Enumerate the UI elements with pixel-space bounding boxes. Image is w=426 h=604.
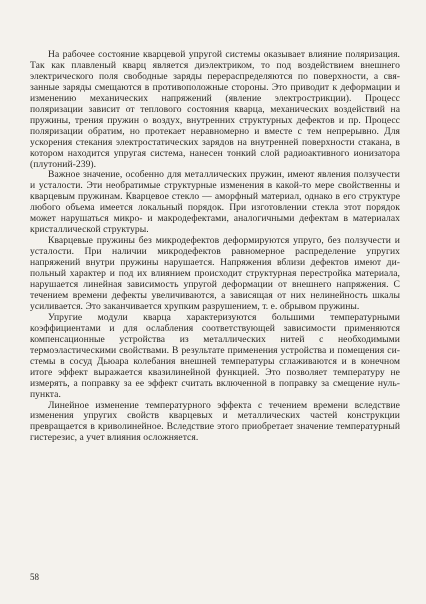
paragraph-creep-fatigue: Важное значение, особенно для металлических пружин, имеют явления ползучести и усталости. Эти необратимые структурные изменения в какой-то мере свойственны и кварцевым пружинам. Кварцевое стекло — аморфный материал, однако в его структуре любого объема имеется локальный порядок. При изготовлении стекла этот порядок может нарушаться микро- и макродефектами, аналогичными дефектам в материалах кристаллической структуры. <box>30 169 400 236</box>
paragraph-polarization: На рабочее состояние кварцевой упругой системы оказывает влияние поляризация. Так как плавленый кварц является диэлектриком, то под воздействием внешнего электрического поля свободные заряды перераспределяются по поверхности, а связанные заряды смещаются в противоположные стороны. Это приводит к деформации и изменению механических напряжений (явление электрострикции). Процесс поляризации зависит от теплового состояния кварца, механических воздействий на пружины, трения пружин о воздух, внутренних структурных дефектов и пр. Процесс поляризации обратим, но протекает неравномерно и вместе с тем непрерывно. Для ускорения стекания электростатических зарядов на внутренней поверхности стакана, в котором находится упругая система, нанесен тонкий слой радиоактивного ионизатора (плутоний-239). <box>30 49 400 170</box>
paragraph-microdefects: Кварцевые пружины без микродефектов деформируются упруго, без ползучести и усталости. При наличии микродефектов равномерное распределение упругих напряжений внутри пружины нарушается. Напряжения вблизи дефектов имеют дипольный характер и под их влиянием происходит структурная перестройка материала, нарушается линейная зависимость упругой деформации от внешнего напряжения. С течением времени дефекты увеличиваются, а зависящая от них нелинейность шкалы усиливается. Это заканчивается хрупким разрушением, т. е. обрывом пружины. <box>30 235 400 312</box>
paragraph-temperature-hysteresis: Линейное изменение температурного эффекта с течением времени вследствие изменения упругих свойств кварцевых и металлических частей конструкции превращается в криволинейное. Вследствие этого приобретает значение температурный гистерезис, а учет влияния осложняется. <box>30 399 400 444</box>
body-text <box>30 50 400 444</box>
paragraph-temperature-compensation: Упругие модули кварца характеризуются большими температурными коэффициентами и для ослабления соответствующей зависимости применяются компенсационные устройства из металлических нитей с необходимыми термоэластическими свойствами. В результате применения устройства и помещения системы в сосуд Дьюара колебания внешней температуры сглаживаются и в конечном итоге эффект выражается квазилинейной функцией. Это позволяет температуру не измерять, а поправку за ее эффект считать включенной в поправку за смещение нуль-пункта. <box>30 311 400 400</box>
page-number: 58 <box>30 572 39 582</box>
